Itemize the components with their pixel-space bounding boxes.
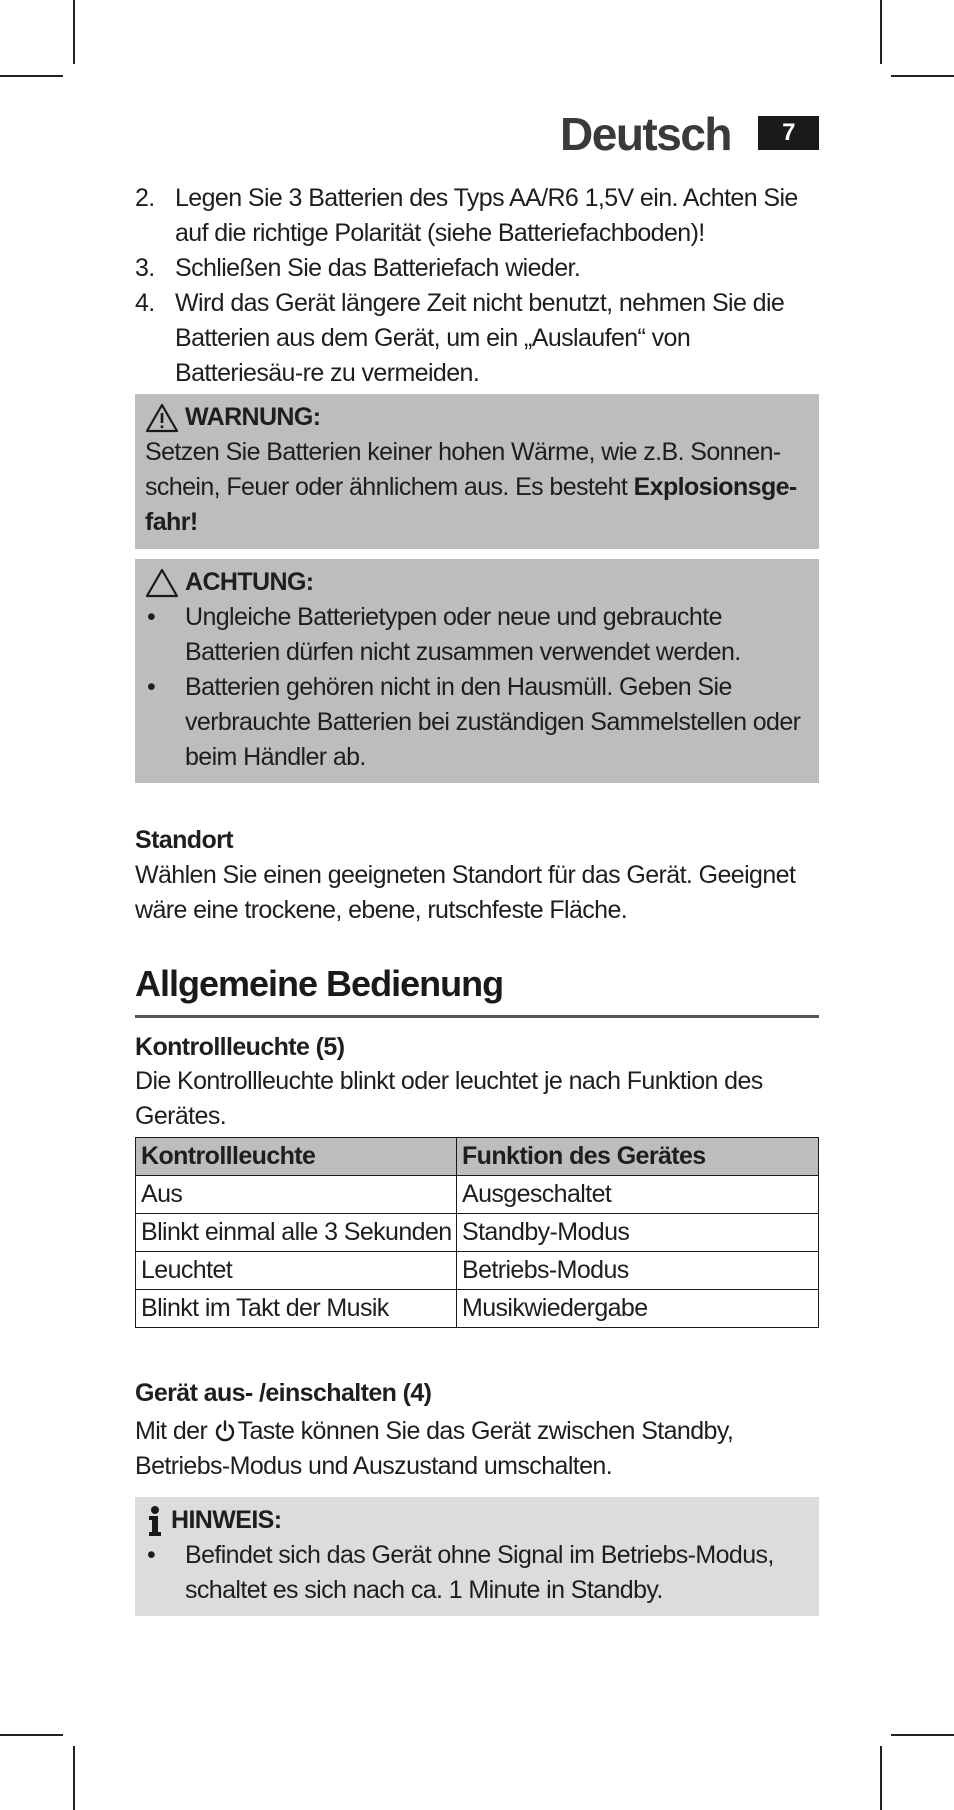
- note-title: [145, 1503, 809, 1538]
- info-icon: [145, 1505, 165, 1537]
- step-number: 3.: [135, 254, 155, 282]
- crop-mark: [880, 1746, 882, 1810]
- crop-mark: [891, 75, 954, 77]
- step-number: 4.: [135, 289, 155, 317]
- power-text: [135, 1414, 825, 1484]
- table-cell: Aus: [136, 1176, 457, 1214]
- standort-text: Wählen Sie einen geeigneten Standort für das Gerät. Geeignet wäre eine trockene, ebene, rutschfeste Fläche.: [135, 861, 796, 924]
- battery-steps-list: [135, 181, 819, 391]
- crop-mark: [891, 1734, 954, 1736]
- step-text: Schließen Sie das Batteriefach wieder.: [175, 254, 581, 282]
- table-cell: Musikwiedergabe: [457, 1290, 819, 1328]
- power-text-before: Mit der: [135, 1417, 214, 1445]
- power-heading: Gerät aus- /einschalten (4): [135, 1379, 432, 1407]
- standort-heading: Standort: [135, 826, 233, 854]
- list-item: • Batterien gehören nicht in den Hausmüll. Geben Sie verbrauchte Batterien bei zuständigen Sammelstellen oder beim Händler ab.: [147, 673, 801, 771]
- table-cell: Ausgeschaltet: [457, 1176, 819, 1214]
- table-cell: Leuchtet: [136, 1252, 457, 1290]
- note-title-text: HINWEIS:: [171, 1506, 282, 1534]
- table-row: [136, 1214, 819, 1252]
- crop-mark: [73, 1746, 75, 1810]
- status-table: [135, 1137, 819, 1328]
- list-item: [135, 251, 819, 286]
- note-box: [135, 1497, 819, 1616]
- section-heading: Allgemeine Bedienung: [135, 960, 819, 1018]
- list-item: • Befindet sich das Gerät ohne Signal im Betriebs-Modus, schaltet es sich nach ca. 1 Minute in Standby.: [147, 1541, 774, 1604]
- table-row: [136, 1252, 819, 1290]
- page-header: [135, 104, 819, 164]
- step-number: 2.: [135, 184, 155, 212]
- list-item: [135, 181, 819, 251]
- crop-mark: [0, 75, 63, 77]
- step-text: Legen Sie 3 Batterien des Typs AA/R6 1,5V ein. Achten Sie auf die richtige Polarität (siehe Batteriefachboden)!: [175, 184, 798, 247]
- kontrollleuchte-text: Die Kontrollleuchte blinkt oder leuchtet je nach Funktion des Gerätes.: [135, 1067, 763, 1130]
- warning-title: [145, 400, 809, 435]
- kontrollleuchte-heading: Kontrollleuchte (5): [135, 1033, 345, 1061]
- table-cell: Betriebs-Modus: [457, 1252, 819, 1290]
- caution-title-text: ACHTUNG:: [185, 568, 314, 596]
- caution-item-text: Ungleiche Batterietypen oder neue und gebrauchte Batterien dürfen nicht zusammen verwendet werden.: [185, 603, 741, 666]
- table-cell: Blinkt im Takt der Musik: [136, 1290, 457, 1328]
- warning-body: Setzen Sie Batterien keiner hohen Wärme, wie z.B. Sonnen-schein, Feuer oder ähnlichem aus. Es besteht: [145, 438, 781, 501]
- page-number: 7: [758, 116, 819, 150]
- note-list: [145, 1538, 809, 1608]
- warning-box: [135, 394, 819, 549]
- caution-item-text: Batterien gehören nicht in den Hausmüll. Geben Sie verbrauchte Batterien bei zuständigen Sammelstellen oder beim Händler ab.: [185, 673, 801, 771]
- caution-title: [145, 565, 809, 600]
- note-item-text: Befindet sich das Gerät ohne Signal im Betriebs-Modus, schaltet es sich nach ca. 1 Minute in Standby.: [185, 1541, 774, 1604]
- power-icon: [214, 1420, 236, 1442]
- crop-mark: [73, 0, 75, 64]
- step-text: Wird das Gerät längere Zeit nicht benutzt, nehmen Sie die Batterien aus dem Gerät, um ein „Auslaufen“ von Batteriesäu-re zu vermeiden.: [175, 289, 785, 387]
- caution-triangle-icon: [145, 568, 179, 598]
- warning-title-text: WARNUNG:: [185, 403, 321, 431]
- caution-list: [145, 600, 809, 775]
- column-header: Funktion des Gerätes: [457, 1138, 819, 1176]
- table-cell: Standby-Modus: [457, 1214, 819, 1252]
- table-row: [136, 1290, 819, 1328]
- table-row: [136, 1176, 819, 1214]
- caution-box: [135, 559, 819, 783]
- crop-mark: [0, 1734, 63, 1736]
- warning-triangle-icon: [145, 403, 179, 433]
- warning-text: [145, 435, 809, 540]
- page-title: Deutsch: [560, 108, 731, 160]
- table-cell: Blinkt einmal alle 3 Sekunden: [136, 1214, 457, 1252]
- column-header: Kontrollleuchte: [136, 1138, 457, 1176]
- crop-mark: [880, 0, 882, 64]
- power-text-after: Taste können Sie das Gerät zwischen Standby, Betriebs-Modus und Auszustand umschalten.: [135, 1417, 734, 1480]
- list-item: • Ungleiche Batterietypen oder neue und gebrauchte Batterien dürfen nicht zusammen verwendet werden.: [147, 603, 741, 666]
- list-item: [135, 286, 819, 391]
- warning-emphasis: Explosionsge-fahr!: [145, 473, 797, 536]
- table-header-row: [136, 1138, 819, 1176]
